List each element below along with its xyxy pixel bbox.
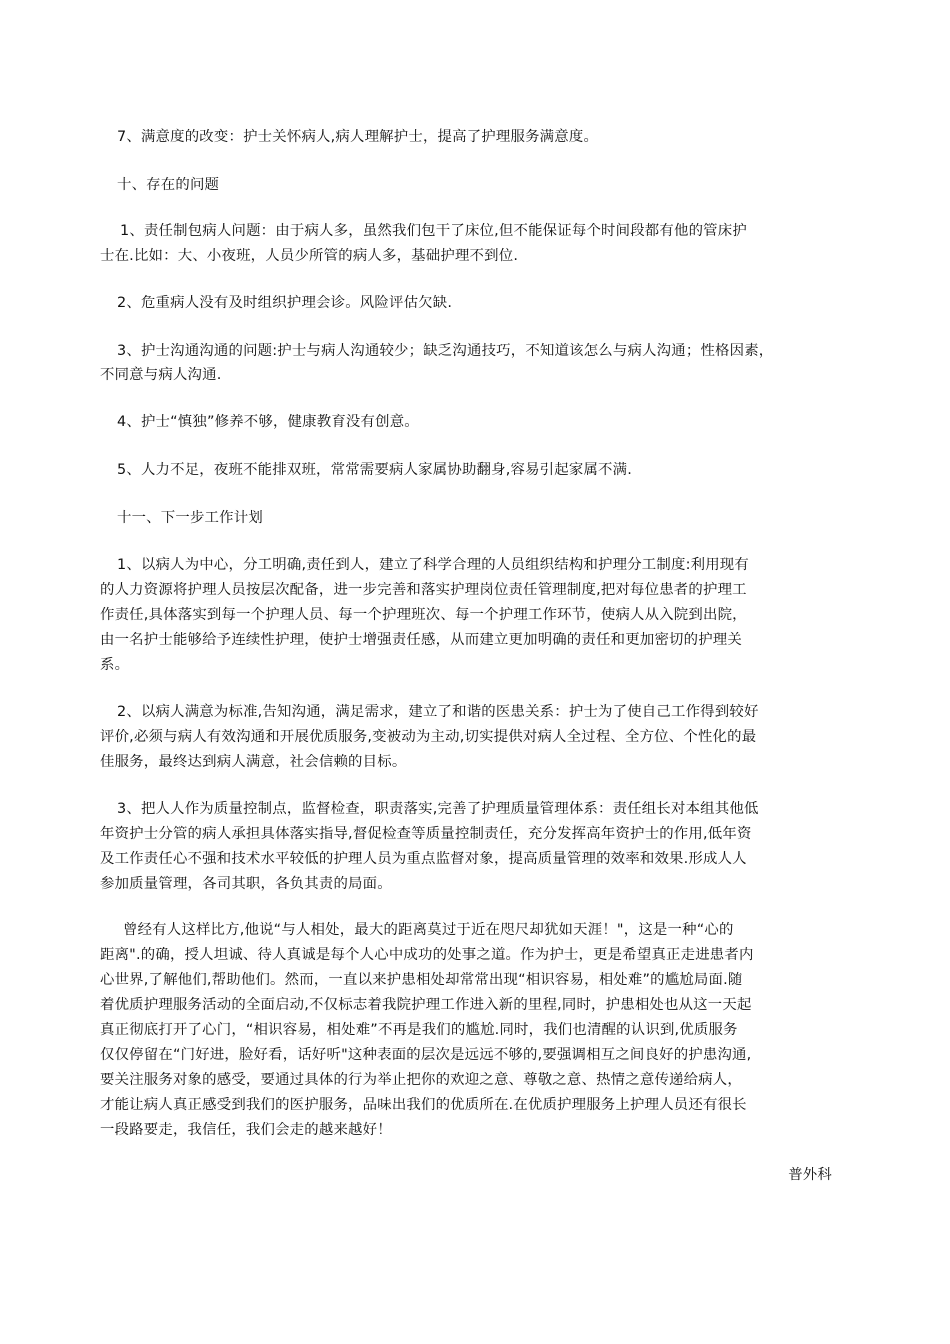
plan-1-line-4: 由一名护士能够给予连续性护理，使护士增强责任感，从而建立更加明确的责任和更加密切的护理关 bbox=[100, 632, 742, 648]
problem-1-line-1: 1、责任制包病人问题：由于病人多，虽然我们包干了床位,但不能保证每个时间段都有他的管床护 bbox=[120, 223, 747, 239]
plan-3-line-4: 参加质量管理，各司其职，各负其责的局面。 bbox=[100, 876, 392, 892]
problem-5: 5、人力不足，夜班不能排双班，常常需要病人家属协助翻身,容易引起家属不满. bbox=[117, 462, 632, 478]
plan-1-line-2: 的人力资源将护理人员按层次配备，进一步完善和落实护理岗位责任管理制度,把对每位患者的护理工 bbox=[100, 582, 747, 598]
closing-paragraph-line-7: 要关注服务对象的感受，要通过具体的行为举止把你的欢迎之意、尊敬之意、热情之意传递给病人， bbox=[100, 1072, 742, 1088]
closing-paragraph-line-4: 着优质护理服务活动的全面启动,不仅标志着我院护理工作进入新的里程,同时，护患相处也从这一天起 bbox=[100, 997, 752, 1013]
closing-paragraph-line-3: 心世界,了解他们,帮助他们。然而，一直以来护患相处却常常出现“相识容易，相处难”的尴尬局面.随 bbox=[100, 972, 743, 988]
closing-paragraph-line-1: 曾经有人这样比方,他说“与人相处，最大的距离莫过于近在咫尺却犹如天涯！"，这是一种“心的 bbox=[123, 922, 734, 938]
closing-paragraph-line-2: 距离".的确，授人坦诚、待人真诚是每个人心中成功的处事之道。作为护士，更是希望真正走进患者内 bbox=[100, 947, 754, 963]
plan-1-line-1: 1、以病人为中心，分工明确,责任到人，建立了科学合理的人员组织结构和护理分工制度:利用现有 bbox=[117, 557, 749, 573]
closing-paragraph-line-9: 一段路要走，我信任，我们会走的越来越好！ bbox=[100, 1122, 392, 1138]
plan-2-line-2: 评价,必须与病人有效沟通和开展优质服务,变被动为主动,切实提供对病人全过程、全方位、个性化的最 bbox=[100, 729, 757, 745]
problem-3-line-2: 不同意与病人沟通. bbox=[100, 367, 222, 383]
closing-paragraph-line-6: 仅仅停留在“门好进，脸好看，话好听"这种表面的层次是远远不够的,要强调相互之间良好的护患沟通, bbox=[100, 1047, 752, 1063]
problem-3-line-1: 3、护士沟通沟通的问题:护士与病人沟通较少；缺乏沟通技巧，不知道该怎么与病人沟通；性格因素， bbox=[117, 343, 774, 359]
problem-1-line-2: 士在.比如：大、小夜班，人员少所管的病人多，基础护理不到位. bbox=[100, 248, 519, 264]
plan-3-line-2: 年资护士分管的病人承担具体落实指导,督促检查等质量控制责任，充分发挥高年资护士的作用,低年资 bbox=[100, 826, 752, 842]
plan-3-line-1: 3、把人人作为质量控制点，监督检查，职责落实,完善了护理质量管理体系：责任组长对本组其他低 bbox=[117, 801, 759, 817]
closing-paragraph-line-8: 才能让病人真正感受到我们的医护服务，品味出我们的优质所在.在优质护理服务上护理人员还有很长 bbox=[100, 1097, 747, 1113]
plan-2-line-1: 2、以病人满意为标准,告知沟通，满足需求，建立了和谐的医患关系：护士为了使自己工作得到较好 bbox=[117, 704, 759, 720]
section-11-heading: 十一、下一步工作计划 bbox=[117, 510, 263, 526]
plan-1-line-3: 作责任,具体落实到每一个护理人员、每一个护理班次、每一个护理工作环节，使病人从入院到出院， bbox=[100, 607, 747, 623]
section-10-heading: 十、存在的问题 bbox=[117, 177, 220, 193]
plan-3-line-3: 及工作责任心不强和技术水平较低的护理人员为重点监督对象，提高质量管理的效率和效果.形成人人 bbox=[100, 851, 747, 867]
problem-4: 4、护士“慎独”修养不够，健康教育没有创意。 bbox=[117, 414, 419, 430]
closing-paragraph-line-5: 真正彻底打开了心门，“相识容易，相处难”不再是我们的尴尬.同时，我们也清醒的认识到,优质服务 bbox=[100, 1022, 738, 1038]
plan-2-line-3: 佳服务，最终达到病人满意，社会信赖的目标。 bbox=[100, 754, 407, 770]
problem-2: 2、危重病人没有及时组织护理会诊。风险评估欠缺. bbox=[117, 295, 453, 311]
department-signature: 普外科 bbox=[788, 1167, 832, 1183]
item-7-satisfaction: 7、满意度的改变：护士关怀病人,病人理解护士，提高了护理服务满意度。 bbox=[117, 129, 599, 145]
plan-1-line-5: 系。 bbox=[100, 657, 130, 673]
